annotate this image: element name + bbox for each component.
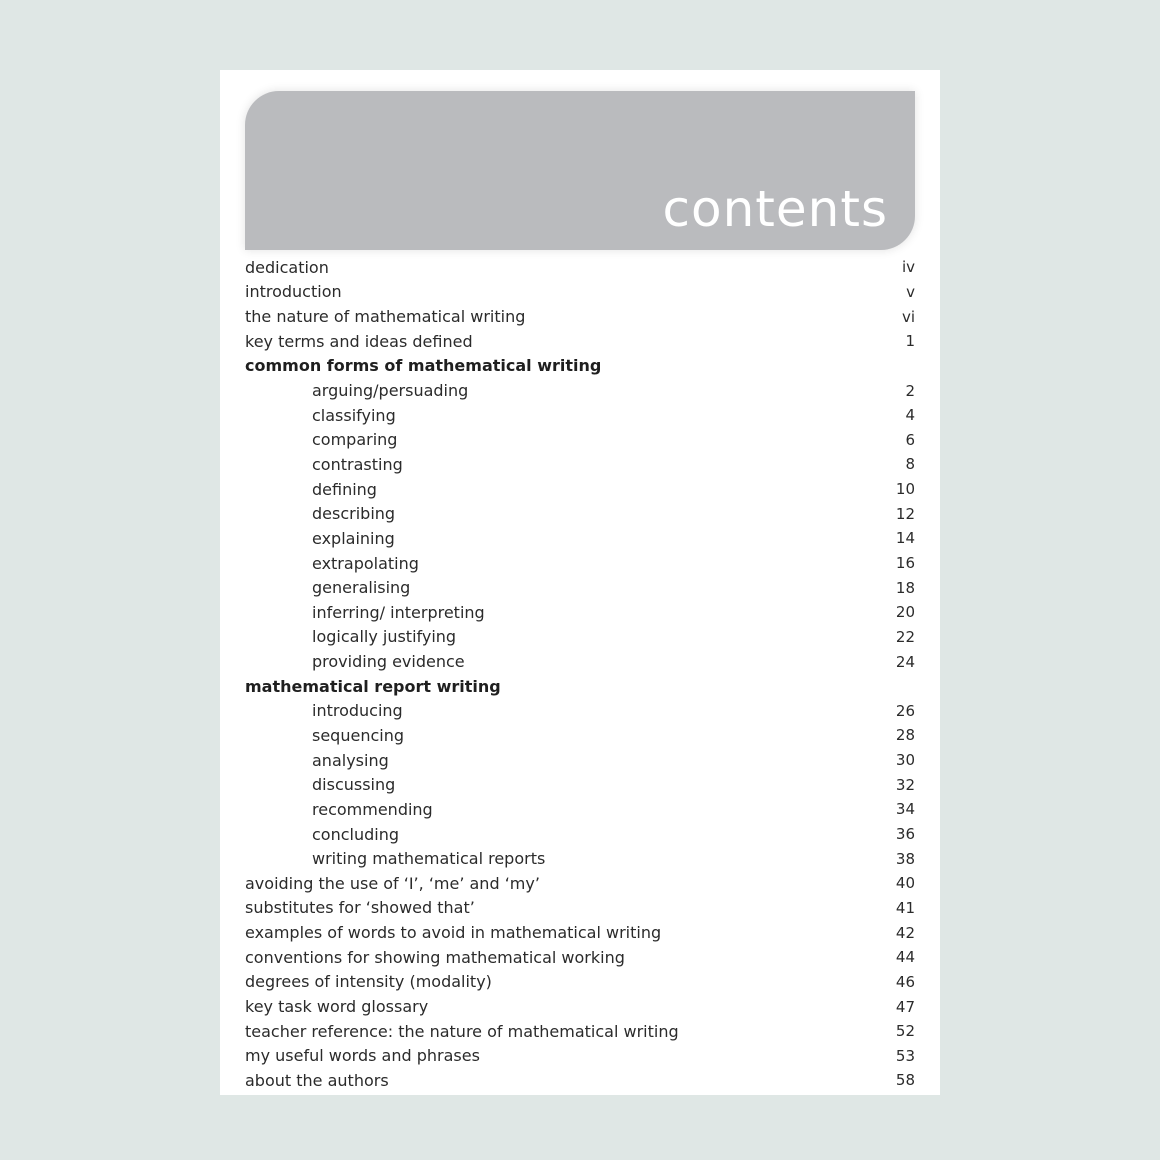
toc-entry [245, 994, 915, 1019]
toc-entry-label: avoiding the use of ‘I’, ‘me’ and ‘my’ [245, 873, 540, 893]
toc-entry [245, 329, 915, 354]
toc-entry-page: 34 [895, 800, 915, 819]
toc-entry-label: classifying [312, 405, 396, 425]
toc-entry-label: introduction [245, 282, 342, 302]
toc-entry-label: sequencing [312, 725, 404, 745]
toc-entry-page: vi [901, 307, 915, 326]
toc-entry-page: 32 [895, 775, 915, 794]
toc-entry [245, 871, 915, 896]
toc-entry [245, 699, 915, 724]
toc-entry-page: 28 [895, 726, 915, 745]
toc-entry-page: 6 [905, 430, 915, 449]
toc-entry [245, 649, 915, 674]
toc-entry-label: concluding [312, 824, 400, 844]
toc-entry-page: 46 [895, 972, 915, 991]
toc-entry-label: key task word glossary [245, 997, 429, 1017]
toc-entry [245, 280, 915, 305]
toc-entry [245, 945, 915, 970]
toc-entry [245, 846, 915, 871]
toc-entry [245, 797, 915, 822]
toc-entry-page: 47 [895, 997, 915, 1016]
toc-entry [245, 1044, 915, 1069]
toc-entry-label: about the authors [245, 1070, 389, 1090]
toc-entry [245, 304, 915, 329]
toc-entry-page: 24 [895, 652, 915, 671]
toc-entry-label: inferring/ interpreting [312, 602, 485, 622]
toc-entry [245, 551, 915, 576]
document-page [220, 70, 940, 1095]
toc-entry-label: extrapolating [312, 553, 419, 573]
toc-entry-page: 52 [895, 1022, 915, 1041]
toc-entry-label: common forms of mathematical writing [245, 356, 602, 376]
toc-entry-page: 36 [895, 825, 915, 844]
toc-entry [245, 896, 915, 921]
toc-entry-label: describing [312, 504, 396, 524]
header-band [245, 91, 915, 250]
toc-entry-label: logically justifying [312, 627, 457, 647]
toc-entry [245, 970, 915, 995]
toc-entry-page: 42 [895, 923, 915, 942]
toc-entry-label: recommending [312, 799, 433, 819]
toc-entry [245, 526, 915, 551]
toc-entry-page: 14 [895, 529, 915, 548]
toc-entry-label: teacher reference: the nature of mathematical writing [245, 1021, 679, 1041]
toc-entry [245, 378, 915, 403]
toc-entry-label: comparing [312, 430, 398, 450]
toc-entry-label: introducing [312, 701, 403, 721]
toc-entry-page: 12 [895, 504, 915, 523]
toc-entry [245, 1068, 915, 1093]
toc-entry-label: mathematical report writing [245, 676, 501, 696]
toc-entry-label: writing mathematical reports [312, 849, 546, 869]
table-of-contents [245, 255, 915, 1093]
toc-entry-page: 26 [895, 701, 915, 720]
toc-entry-label: arguing/persuading [312, 381, 469, 401]
toc-entry-page: 10 [895, 480, 915, 499]
toc-entry-page: 53 [895, 1046, 915, 1065]
toc-entry [245, 920, 915, 945]
toc-entry-label: examples of words to avoid in mathematical writing [245, 923, 662, 943]
toc-entry-label: explaining [312, 528, 395, 548]
toc-entry-label: contrasting [312, 454, 403, 474]
toc-entry-label: substitutes for ‘showed that’ [245, 898, 475, 918]
toc-entry [245, 772, 915, 797]
toc-entry-page: 20 [895, 603, 915, 622]
toc-entry-page: 40 [895, 874, 915, 893]
toc-entry-page: 16 [895, 554, 915, 572]
toc-entry-label: degrees of intensity (modality) [245, 972, 492, 992]
toc-entry [245, 625, 915, 650]
toc-entry-page: 41 [895, 898, 915, 917]
toc-entry-label: discussing [312, 775, 396, 795]
toc-entry [245, 822, 915, 847]
toc-entry-label: defining [312, 479, 377, 499]
toc-entry-label: providing evidence [312, 652, 465, 672]
toc-entry-page: 4 [905, 406, 915, 425]
toc-entry-page: 38 [895, 849, 915, 868]
toc-entry-page: 30 [895, 751, 915, 770]
toc-entry-label: dedication [245, 257, 329, 277]
toc-entry [245, 1019, 915, 1044]
toc-entry-label: key terms and ideas defined [245, 331, 473, 351]
toc-section-heading [245, 674, 915, 699]
toc-entry-page: 1 [905, 332, 915, 351]
toc-entry-label: the nature of mathematical writing [245, 307, 526, 327]
toc-entry [245, 575, 915, 600]
toc-entry-label: conventions for showing mathematical working [245, 947, 625, 967]
page-title: contents [662, 180, 888, 238]
toc-entry [245, 501, 915, 526]
toc-entry [245, 427, 915, 452]
toc-entry [245, 600, 915, 625]
toc-entry-label: analysing [312, 750, 389, 770]
toc-section-heading [245, 354, 915, 379]
toc-entry-page: iv [901, 258, 915, 277]
toc-entry-label: my useful words and phrases [245, 1046, 480, 1066]
toc-entry [245, 477, 915, 502]
toc-entry-page: 58 [895, 1071, 915, 1090]
toc-entry-page: 22 [895, 627, 915, 646]
toc-entry [245, 723, 915, 748]
toc-entry-page: 2 [905, 381, 915, 400]
toc-entry [245, 255, 915, 280]
toc-entry [245, 452, 915, 477]
toc-entry-page: v [906, 282, 915, 301]
toc-entry-page: 44 [895, 948, 915, 967]
toc-entry [245, 403, 915, 428]
toc-entry-page: 18 [895, 578, 915, 597]
toc-entry-label: generalising [312, 578, 411, 598]
toc-entry-page: 8 [905, 455, 915, 474]
toc-entry [245, 748, 915, 773]
